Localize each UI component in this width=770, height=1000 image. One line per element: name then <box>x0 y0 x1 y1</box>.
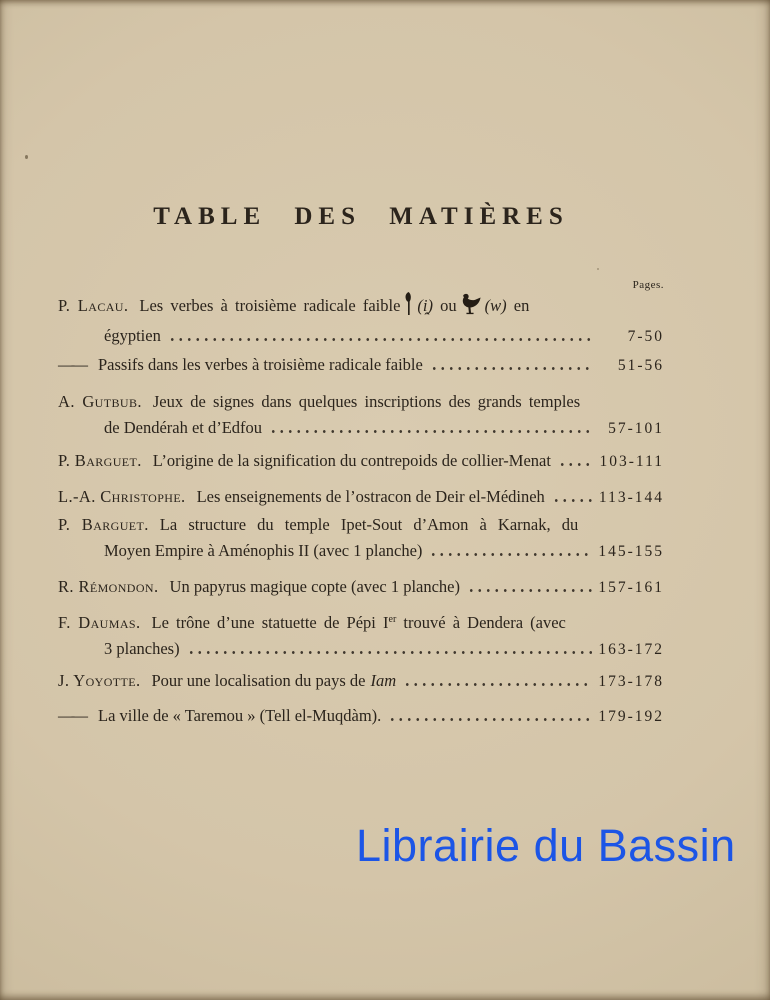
entry-title: ou <box>440 296 457 315</box>
toc-entry <box>58 607 664 663</box>
page-range: 173-178 <box>598 673 664 690</box>
author-name: A. Gutbub. <box>58 392 142 411</box>
entry-title: La ville de « Taremou » (Tell el-Muqdàm). <box>98 706 382 725</box>
toc-entry <box>58 389 664 442</box>
entry-title: 3 planches) <box>104 639 180 658</box>
author-name: P. Barguet. <box>58 515 149 534</box>
entry-title: trouvé à Dendera (avec <box>403 613 566 632</box>
entry-line <box>58 512 664 538</box>
ditto-dash: —— <box>58 706 85 725</box>
entry-line <box>58 668 664 695</box>
entry-title: en <box>513 296 530 315</box>
dot-leader <box>168 323 594 350</box>
toc-entry <box>58 484 664 511</box>
author-name: L.-A. Christophe. <box>58 487 186 506</box>
entry-title: Passifs dans les verbes à troisième radicale faible <box>98 355 423 374</box>
page-range: 145-155 <box>598 543 664 560</box>
entry-line <box>58 415 664 442</box>
entry-line <box>58 636 664 663</box>
page-range: 163-172 <box>598 641 664 658</box>
toc-entry <box>58 574 664 601</box>
paper-speck <box>597 268 599 270</box>
entry-line <box>58 484 664 511</box>
entry-title: Le trône d’une statuette de Pépi I <box>151 613 389 632</box>
page-range: 7-50 <box>627 328 664 345</box>
entry-line <box>58 538 664 565</box>
author-name: R. Rémondon. <box>58 577 159 596</box>
toc-entry <box>58 668 664 695</box>
dot-leader <box>429 538 592 565</box>
entry-title: L’origine de la signification du contrepoids de collier-Menat <box>152 451 551 470</box>
entry-title: Un papyrus magique copte (avec 1 planche) <box>169 577 460 596</box>
bookseller-watermark: Librairie du Bassin <box>356 820 736 871</box>
dot-leader <box>388 703 592 730</box>
entry-title: Pour une localisation du pays de <box>151 671 366 690</box>
dot-leader <box>467 574 592 601</box>
author-name: P. Lacau. <box>58 296 129 315</box>
entry-title: Jeux de signes dans quelques inscriptions des grands temples <box>152 392 581 411</box>
entry-line <box>58 352 664 379</box>
entry-line <box>58 389 664 415</box>
entry-title: La structure du temple Ipet-Sout d’Amon à Karnak, du <box>159 515 579 534</box>
dot-leader <box>403 668 592 695</box>
toc-entry <box>58 292 664 350</box>
transliteration: (w) <box>484 296 507 315</box>
entry-line <box>58 448 664 475</box>
dot-leader <box>558 448 594 475</box>
toc-entry <box>58 703 664 730</box>
page-range: 113-144 <box>598 489 664 506</box>
page-range: 57-101 <box>608 420 664 437</box>
dot-leader <box>269 415 594 442</box>
entry-title: Moyen Empire à Aménophis II (avec 1 planche) <box>104 541 423 560</box>
page-range: 103-111 <box>599 453 664 470</box>
dot-leader <box>430 352 594 379</box>
entry-line <box>58 574 664 601</box>
author-name: F. Daumas. <box>58 613 141 632</box>
ordinal-superscript: er <box>388 614 397 625</box>
page-range: 51-56 <box>617 357 664 374</box>
dot-leader <box>552 484 593 511</box>
entry-title: égyptien <box>104 326 161 345</box>
entry-line <box>58 292 664 323</box>
toc-entry <box>58 352 664 379</box>
entry-title: Les enseignements de l’ostracon de Deir el-Médineh <box>196 487 545 506</box>
author-name: J. Yoyotte. <box>58 671 141 690</box>
quail-chick-hieroglyph-icon <box>461 293 481 323</box>
transliteration: (i̯) <box>417 296 433 315</box>
toc-entry <box>58 512 664 565</box>
toc-entry <box>58 448 664 475</box>
pages-column-label: Pages. <box>632 279 664 291</box>
page-range: 179-192 <box>598 708 664 725</box>
entry-title: de Dendérah et d’Edfou <box>104 418 263 437</box>
page-range: 157-161 <box>598 579 664 596</box>
entry-title-italic: Iam <box>370 671 397 690</box>
page-title: TABLE DES MATIÈRES <box>153 203 569 230</box>
entry-line <box>58 323 664 350</box>
ditto-dash: —— <box>58 355 85 374</box>
entry-title: Les verbes à troisième radicale faible <box>139 296 401 315</box>
dot-leader <box>187 636 593 663</box>
paper-speck <box>25 155 28 159</box>
author-name: P. Barguet. <box>58 451 142 470</box>
entry-line <box>58 607 664 636</box>
reed-leaf-hieroglyph-icon <box>404 292 413 323</box>
entry-line <box>58 703 664 730</box>
